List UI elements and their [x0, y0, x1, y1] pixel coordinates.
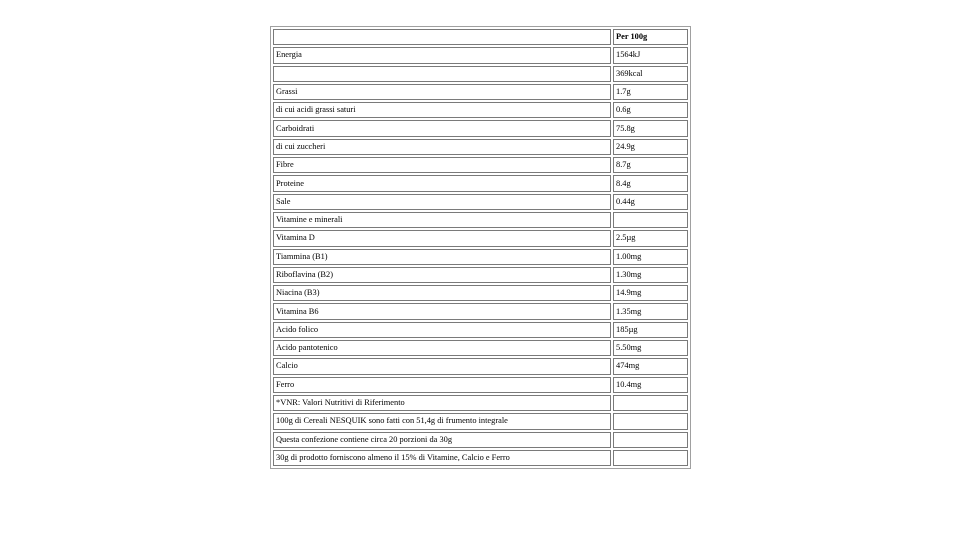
nutrient-value: 0.6g — [613, 102, 688, 118]
nutrient-value: 14.9mg — [613, 285, 688, 301]
nutrient-label: Vitamine e minerali — [273, 212, 611, 228]
table-row — [273, 249, 688, 265]
nutrient-label: Vitamina B6 — [273, 303, 611, 319]
note-label: 100g di Cereali NESQUIK sono fatti con 51,4g di frumento integrale — [273, 413, 611, 429]
table-row — [273, 66, 688, 82]
table-row — [273, 230, 688, 246]
nutrient-value: 1.30mg — [613, 267, 688, 283]
nutrient-label: Grassi — [273, 84, 611, 100]
table-row — [273, 194, 688, 210]
table-row — [273, 267, 688, 283]
nutrient-label: Sale — [273, 194, 611, 210]
nutrient-value: 1.7g — [613, 84, 688, 100]
nutrient-value — [613, 212, 688, 228]
table-row — [273, 303, 688, 319]
nutrition-table-container — [270, 26, 691, 469]
nutrient-value: 0.44g — [613, 194, 688, 210]
header-value-cell: Per 100g — [613, 29, 688, 45]
nutrient-value: 2.5µg — [613, 230, 688, 246]
nutrient-label: Energia — [273, 47, 611, 63]
nutrient-value: 10.4mg — [613, 377, 688, 393]
nutrient-label: di cui acidi grassi saturi — [273, 102, 611, 118]
table-row — [273, 285, 688, 301]
nutrient-label: Ferro — [273, 377, 611, 393]
table-row — [273, 212, 688, 228]
note-value — [613, 432, 688, 448]
nutrient-label — [273, 66, 611, 82]
nutrient-value: 24.9g — [613, 139, 688, 155]
nutrient-label: Vitamina D — [273, 230, 611, 246]
table-row — [273, 322, 688, 338]
nutrient-label: Carboidrati — [273, 120, 611, 136]
table-row — [273, 340, 688, 356]
nutrient-label: Niacina (B3) — [273, 285, 611, 301]
nutrient-value: 1564kJ — [613, 47, 688, 63]
nutrient-value: 1.00mg — [613, 249, 688, 265]
note-value — [613, 413, 688, 429]
note-label: *VNR: Valori Nutritivi di Riferimento — [273, 395, 611, 411]
table-row — [273, 84, 688, 100]
table-row — [273, 139, 688, 155]
note-label: 30g di prodotto forniscono almeno il 15% di Vitamine, Calcio e Ferro — [273, 450, 611, 466]
table-row — [273, 395, 688, 411]
table-row — [273, 432, 688, 448]
nutrient-value: 75.8g — [613, 120, 688, 136]
table-row — [273, 450, 688, 466]
nutrient-value: 369kcal — [613, 66, 688, 82]
table-row — [273, 358, 688, 374]
nutrient-value: 8.4g — [613, 175, 688, 191]
nutrient-value: 185µg — [613, 322, 688, 338]
note-value — [613, 395, 688, 411]
nutrient-label: di cui zuccheri — [273, 139, 611, 155]
nutrient-value: 1.35mg — [613, 303, 688, 319]
nutrient-label: Acido pantotenico — [273, 340, 611, 356]
table-row — [273, 413, 688, 429]
nutrient-value: 5.50mg — [613, 340, 688, 356]
nutrient-value: 8.7g — [613, 157, 688, 173]
nutrient-label: Tiammina (B1) — [273, 249, 611, 265]
nutrient-label: Acido folico — [273, 322, 611, 338]
nutrient-label: Riboflavina (B2) — [273, 267, 611, 283]
nutrient-value: 474mg — [613, 358, 688, 374]
table-row — [273, 47, 688, 63]
nutrition-table — [270, 26, 691, 469]
table-row — [273, 120, 688, 136]
table-row — [273, 157, 688, 173]
table-row — [273, 102, 688, 118]
note-value — [613, 450, 688, 466]
table-row — [273, 377, 688, 393]
table-row — [273, 175, 688, 191]
note-label: Questa confezione contiene circa 20 porzioni da 30g — [273, 432, 611, 448]
nutrient-label: Proteine — [273, 175, 611, 191]
table-header-row — [273, 29, 688, 45]
nutrient-label: Calcio — [273, 358, 611, 374]
nutrient-label: Fibre — [273, 157, 611, 173]
header-label-cell — [273, 29, 611, 45]
